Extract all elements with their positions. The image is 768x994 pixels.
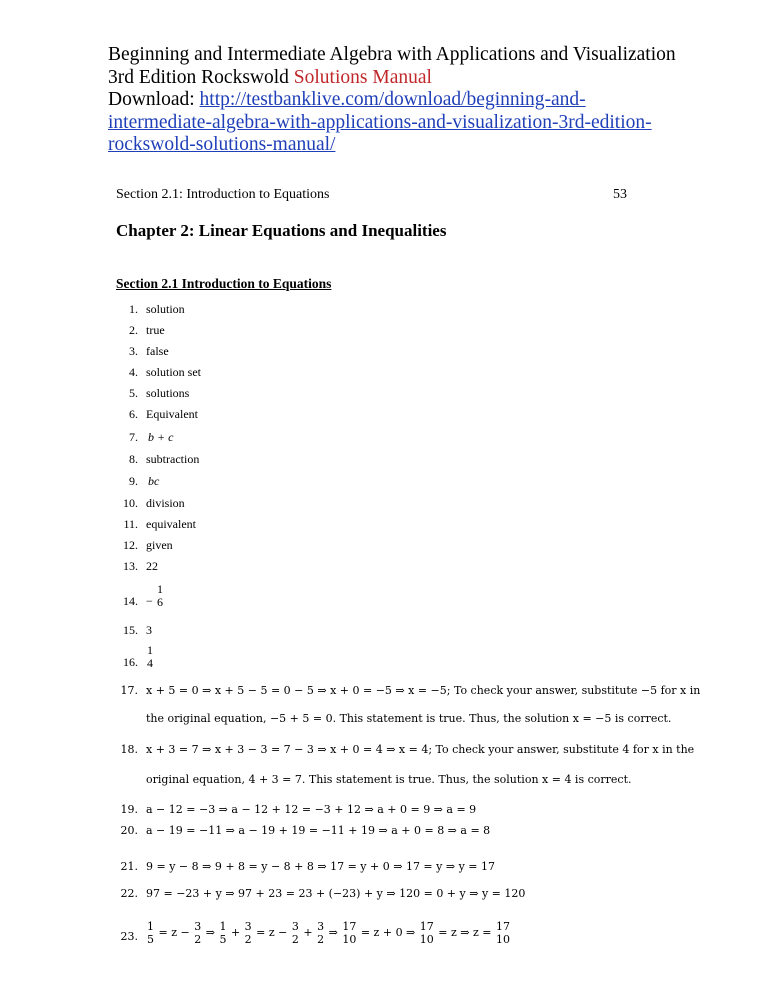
- download-line: Download: http://testbanklive.com/download/beginning-and-: [108, 89, 586, 110]
- edition-line: 3rd Edition Rockswold Solutions Manual: [108, 66, 432, 88]
- download-link-3[interactable]: rockswold-solutions-manual/: [108, 134, 336, 155]
- fraction: 1 6: [157, 582, 163, 609]
- download-link-2[interactable]: intermediate-algebra-with-applications-and-visualization-3rd-edition-: [108, 111, 652, 133]
- download-header: [108, 44, 708, 157]
- running-head: Section 2.1: Introduction to Equations: [116, 187, 330, 202]
- chapter-title: Chapter 2: Linear Equations and Inequalities: [116, 221, 447, 240]
- page-number: 53: [613, 187, 627, 202]
- section-title: Section 2.1 Introduction to Equations: [116, 276, 332, 291]
- solutions-manual-label: Solutions Manual: [293, 66, 432, 88]
- fraction: 1 4: [147, 643, 153, 670]
- download-link-1[interactable]: http://testbanklive.com/download/beginning-and-: [199, 89, 586, 110]
- book-title: Beginning and Intermediate Algebra with Applications and Visualization: [108, 44, 676, 65]
